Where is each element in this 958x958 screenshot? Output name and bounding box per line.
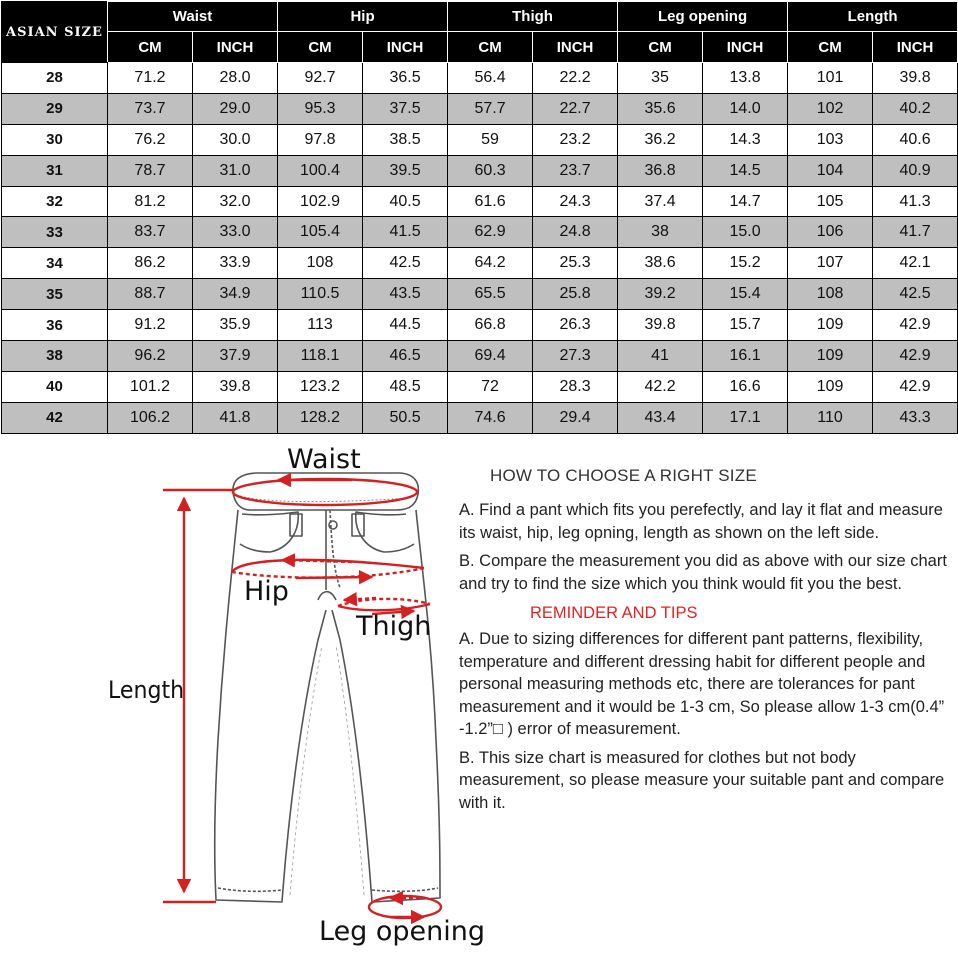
size-cell: 30 bbox=[2, 124, 108, 155]
measurement-cell: 43.3 bbox=[873, 402, 958, 433]
measurement-cell: 73.7 bbox=[108, 93, 193, 124]
measurement-cell: 43.4 bbox=[618, 402, 703, 433]
measurement-cell: 40.2 bbox=[873, 93, 958, 124]
measurement-cell: 27.3 bbox=[533, 341, 618, 372]
measurement-cell: 118.1 bbox=[278, 341, 363, 372]
measurement-cell: 110.5 bbox=[278, 279, 363, 310]
measurement-cell: 105.4 bbox=[278, 217, 363, 248]
table-row bbox=[2, 63, 958, 94]
measurement-cell: 41.3 bbox=[873, 186, 958, 217]
measurement-cell: 38 bbox=[618, 217, 703, 248]
measurement-cell: 29.4 bbox=[533, 402, 618, 433]
unit-header-inch: INCH bbox=[193, 32, 278, 63]
measurement-cell: 108 bbox=[788, 279, 873, 310]
thigh-header: Thigh bbox=[448, 2, 618, 32]
hip-label: Hip bbox=[244, 576, 289, 607]
measurement-cell: 41.8 bbox=[193, 402, 278, 433]
measurement-cell: 102.9 bbox=[278, 186, 363, 217]
pants-outline-icon bbox=[0, 440, 470, 958]
measurement-cell: 123.2 bbox=[278, 371, 363, 402]
size-cell: 32 bbox=[2, 186, 108, 217]
measurement-cell: 15.2 bbox=[703, 248, 788, 279]
table-row bbox=[2, 155, 958, 186]
measurement-cell: 103 bbox=[788, 124, 873, 155]
measurement-cell: 40.9 bbox=[873, 155, 958, 186]
size-cell: 40 bbox=[2, 371, 108, 402]
measurement-cell: 39.5 bbox=[363, 155, 448, 186]
measurement-cell: 109 bbox=[788, 371, 873, 402]
measurement-cell: 37.4 bbox=[618, 186, 703, 217]
length-label: Length bbox=[108, 676, 185, 704]
measurement-cell: 35.6 bbox=[618, 93, 703, 124]
measurement-cell: 40.6 bbox=[873, 124, 958, 155]
table-row bbox=[2, 186, 958, 217]
measurement-cell: 30.0 bbox=[193, 124, 278, 155]
unit-header-inch: INCH bbox=[873, 32, 958, 63]
asian-size-header: ASIAN SIZE bbox=[2, 2, 108, 63]
size-cell: 29 bbox=[2, 93, 108, 124]
table-row bbox=[2, 217, 958, 248]
measurement-cell: 22.2 bbox=[533, 63, 618, 94]
reminder-tips-heading: REMINDER AND TIPS bbox=[530, 604, 698, 622]
measurement-cell: 39.8 bbox=[193, 371, 278, 402]
size-cell: 28 bbox=[2, 63, 108, 94]
measurement-cell: 100.4 bbox=[278, 155, 363, 186]
measurement-cell: 23.7 bbox=[533, 155, 618, 186]
measurement-cell: 39.8 bbox=[873, 63, 958, 94]
measurement-cell: 39.2 bbox=[618, 279, 703, 310]
step-a-text: A. Find a pant which fits you perefectly, and lay it flat and measure its waist, hip, leg opning, length as shown on the left side. bbox=[459, 501, 943, 542]
step-b-text: B. Compare the measurement you did as above with our size chart and try to find the size which you think would fit you the best. bbox=[459, 552, 947, 593]
table-row bbox=[2, 310, 958, 341]
measurement-cell: 42.9 bbox=[873, 341, 958, 372]
measurement-cell: 42.5 bbox=[873, 279, 958, 310]
measurement-cell: 97.8 bbox=[278, 124, 363, 155]
measurement-cell: 38.6 bbox=[618, 248, 703, 279]
unit-header-row bbox=[2, 32, 958, 63]
measurement-cell: 69.4 bbox=[448, 341, 533, 372]
measurement-cell: 105 bbox=[788, 186, 873, 217]
measurement-cell: 65.5 bbox=[448, 279, 533, 310]
measurement-cell: 25.8 bbox=[533, 279, 618, 310]
measurement-cell: 106.2 bbox=[108, 402, 193, 433]
measurement-cell: 33.0 bbox=[193, 217, 278, 248]
measurement-cell: 14.0 bbox=[703, 93, 788, 124]
measurement-cell: 101.2 bbox=[108, 371, 193, 402]
measurement-cell: 42.1 bbox=[873, 248, 958, 279]
table-row bbox=[2, 93, 958, 124]
table-row bbox=[2, 248, 958, 279]
measurement-cell: 16.1 bbox=[703, 341, 788, 372]
hip-header: Hip bbox=[278, 2, 448, 32]
unit-header-cm: CM bbox=[108, 32, 193, 63]
measurement-cell: 15.7 bbox=[703, 310, 788, 341]
measurement-cell: 92.7 bbox=[278, 63, 363, 94]
measurement-cell: 76.2 bbox=[108, 124, 193, 155]
unit-header-inch: INCH bbox=[533, 32, 618, 63]
size-cell: 34 bbox=[2, 248, 108, 279]
measurement-cell: 110 bbox=[788, 402, 873, 433]
group-header-row bbox=[2, 2, 958, 32]
measurement-cell: 17.1 bbox=[703, 402, 788, 433]
measurement-cell: 36.8 bbox=[618, 155, 703, 186]
measurement-cell: 71.2 bbox=[108, 63, 193, 94]
measurement-cell: 50.5 bbox=[363, 402, 448, 433]
measurement-cell: 72 bbox=[448, 371, 533, 402]
measurement-cell: 41.7 bbox=[873, 217, 958, 248]
measurement-cell: 56.4 bbox=[448, 63, 533, 94]
measurement-cell: 95.3 bbox=[278, 93, 363, 124]
measurement-cell: 104 bbox=[788, 155, 873, 186]
measurement-cell: 29.0 bbox=[193, 93, 278, 124]
measurement-cell: 40.5 bbox=[363, 186, 448, 217]
measurement-cell: 35.9 bbox=[193, 310, 278, 341]
measurement-cell: 83.7 bbox=[108, 217, 193, 248]
measurement-cell: 28.3 bbox=[533, 371, 618, 402]
measurement-cell: 41.5 bbox=[363, 217, 448, 248]
measurement-cell: 32.0 bbox=[193, 186, 278, 217]
measurement-cell: 91.2 bbox=[108, 310, 193, 341]
length-header: Length bbox=[788, 2, 958, 32]
measurement-cell: 16.6 bbox=[703, 371, 788, 402]
size-cell: 36 bbox=[2, 310, 108, 341]
measurement-cell: 13.8 bbox=[703, 63, 788, 94]
measurement-cell: 57.7 bbox=[448, 93, 533, 124]
unit-header-inch: INCH bbox=[703, 32, 788, 63]
measurement-cell: 14.7 bbox=[703, 186, 788, 217]
measurement-cell: 48.5 bbox=[363, 371, 448, 402]
measurement-cell: 107 bbox=[788, 248, 873, 279]
measurement-cell: 36.2 bbox=[618, 124, 703, 155]
unit-header-inch: INCH bbox=[363, 32, 448, 63]
size-cell: 31 bbox=[2, 155, 108, 186]
measurement-cell: 46.5 bbox=[363, 341, 448, 372]
measurement-cell: 14.3 bbox=[703, 124, 788, 155]
size-cell: 38 bbox=[2, 341, 108, 372]
measurement-cell: 26.3 bbox=[533, 310, 618, 341]
measurement-cell: 62.9 bbox=[448, 217, 533, 248]
measurement-cell: 88.7 bbox=[108, 279, 193, 310]
size-rows bbox=[2, 63, 958, 434]
measurement-cell: 35 bbox=[618, 63, 703, 94]
measurement-cell: 15.0 bbox=[703, 217, 788, 248]
measurement-cell: 39.8 bbox=[618, 310, 703, 341]
size-cell: 42 bbox=[2, 402, 108, 433]
measurement-cell: 41 bbox=[618, 341, 703, 372]
measurement-cell: 109 bbox=[788, 341, 873, 372]
measurement-cell: 61.6 bbox=[448, 186, 533, 217]
measurement-cell: 36.5 bbox=[363, 63, 448, 94]
measurement-cell: 86.2 bbox=[108, 248, 193, 279]
unit-header-cm: CM bbox=[278, 32, 363, 63]
measurement-cell: 42.2 bbox=[618, 371, 703, 402]
how-to-choose-heading: HOW TO CHOOSE A RIGHT SIZE bbox=[490, 466, 757, 485]
measurement-cell: 14.5 bbox=[703, 155, 788, 186]
measurement-cell: 38.5 bbox=[363, 124, 448, 155]
measurement-cell: 43.5 bbox=[363, 279, 448, 310]
measurement-cell: 60.3 bbox=[448, 155, 533, 186]
size-cell: 35 bbox=[2, 279, 108, 310]
measurement-cell: 66.8 bbox=[448, 310, 533, 341]
measurement-cell: 44.5 bbox=[363, 310, 448, 341]
tip-a-text: A. Due to sizing differences for different pant patterns, flexibility, temperature and different dressing habit for different people and personal measuring methods etc, there are tolerances for pant measurement and it would be 1-3 cm, So please allow 1-3 cm(0.4” -1.2”□ ) error of measurement. bbox=[459, 630, 945, 738]
measurement-cell: 102 bbox=[788, 93, 873, 124]
tip-b-text: B. This size chart is measured for clothes but not body measurement, so please measure your suitable pant and compare with it. bbox=[459, 748, 945, 812]
measurement-cell: 23.2 bbox=[533, 124, 618, 155]
measurement-cell: 15.4 bbox=[703, 279, 788, 310]
measurement-cell: 24.3 bbox=[533, 186, 618, 217]
measurement-cell: 37.9 bbox=[193, 341, 278, 372]
measurement-cell: 37.5 bbox=[363, 93, 448, 124]
measurement-cell: 109 bbox=[788, 310, 873, 341]
measurement-cell: 106 bbox=[788, 217, 873, 248]
measurement-cell: 31.0 bbox=[193, 155, 278, 186]
leg-opening-header: Leg opening bbox=[618, 2, 788, 32]
measurement-cell: 25.3 bbox=[533, 248, 618, 279]
measurement-cell: 42.9 bbox=[873, 310, 958, 341]
measurement-cell: 33.9 bbox=[193, 248, 278, 279]
pants-measurement-diagram bbox=[0, 440, 486, 958]
measurement-cell: 24.8 bbox=[533, 217, 618, 248]
waist-header: Waist bbox=[108, 2, 278, 32]
measurement-cell: 42.5 bbox=[363, 248, 448, 279]
measurement-cell: 78.7 bbox=[108, 155, 193, 186]
unit-header-cm: CM bbox=[618, 32, 703, 63]
measurement-cell: 113 bbox=[278, 310, 363, 341]
table-row bbox=[2, 371, 958, 402]
measurement-cell: 101 bbox=[788, 63, 873, 94]
waist-label: Waist bbox=[287, 444, 361, 475]
measurement-cell: 22.7 bbox=[533, 93, 618, 124]
unit-header-cm: CM bbox=[788, 32, 873, 63]
measurement-cell: 96.2 bbox=[108, 341, 193, 372]
measurement-cell: 81.2 bbox=[108, 186, 193, 217]
size-instructions bbox=[459, 466, 951, 814]
measurement-cell: 74.6 bbox=[448, 402, 533, 433]
thigh-label: Thigh bbox=[356, 611, 432, 642]
measurement-cell: 28.0 bbox=[193, 63, 278, 94]
table-row bbox=[2, 124, 958, 155]
measurement-cell: 64.2 bbox=[448, 248, 533, 279]
measurement-cell: 42.9 bbox=[873, 371, 958, 402]
measurement-cell: 59 bbox=[448, 124, 533, 155]
size-cell: 33 bbox=[2, 217, 108, 248]
leg-opening-label: Leg opening bbox=[319, 916, 486, 947]
table-row bbox=[2, 402, 958, 433]
unit-header-cm: CM bbox=[448, 32, 533, 63]
table-row bbox=[2, 341, 958, 372]
size-chart-table bbox=[1, 1, 958, 434]
table-row bbox=[2, 279, 958, 310]
measurement-cell: 34.9 bbox=[193, 279, 278, 310]
measurement-cell: 128.2 bbox=[278, 402, 363, 433]
measurement-cell: 108 bbox=[278, 248, 363, 279]
